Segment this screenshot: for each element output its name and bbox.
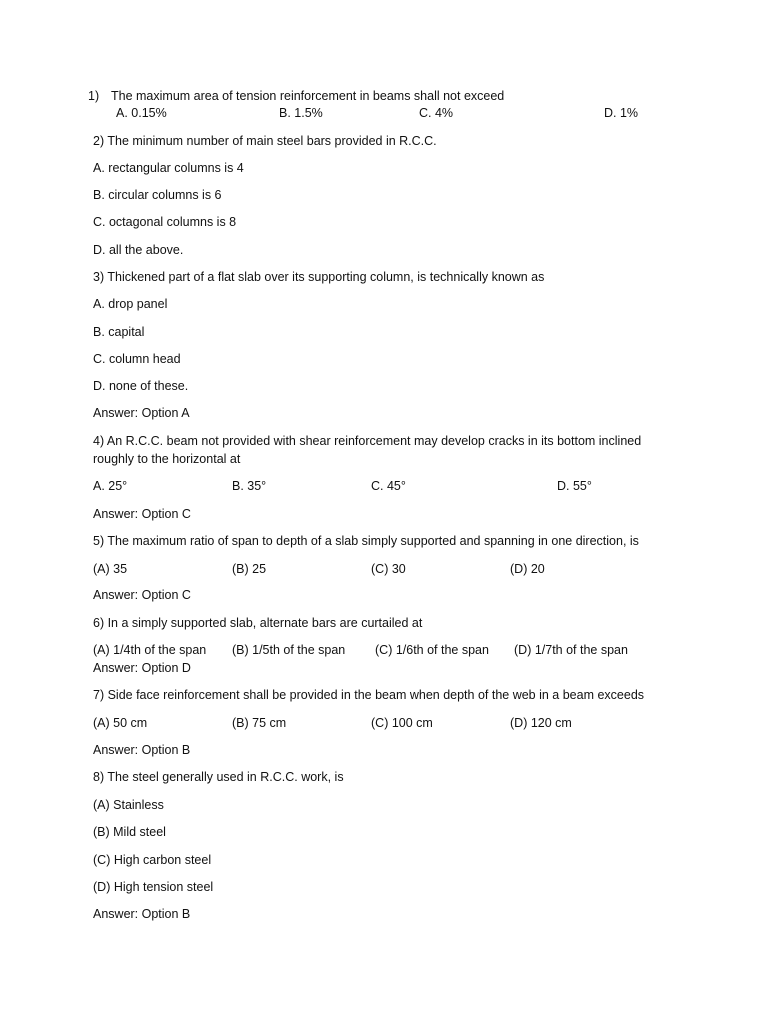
option-d: D. none of these. [93,379,189,393]
option-a: A. drop panel [93,297,168,311]
answer: Answer: Option C [93,507,191,521]
question-text-line-1: 4) An R.C.C. beam not provided with shear reinforcement may develop cracks in its bottom inclined [93,434,642,448]
answer: Answer: Option D [93,661,191,675]
option-b: B. circular columns is 6 [93,188,222,202]
question-text: 2) The minimum number of main steel bars provided in R.C.C. [93,134,437,148]
option-b: (B) 1/5th of the span [232,643,346,657]
option-b: (B) Mild steel [93,825,166,839]
question-text-line-2: roughly to the horizontal at [93,452,241,466]
question-number: 1) [88,89,100,103]
option-c: C. octagonal columns is 8 [93,215,237,229]
option-b: (B) 25 [232,562,267,576]
option-a: (A) Stainless [93,798,164,812]
option-a: (A) 35 [93,562,128,576]
option-a: (A) 50 cm [93,716,148,730]
option-a: A. rectangular columns is 4 [93,161,244,175]
option-a: A. 0.15% [116,106,167,120]
option-d: (D) 120 cm [510,716,572,730]
answer: Answer: Option C [93,588,191,602]
option-a: A. 25° [93,479,128,493]
question-text: 5) The maximum ratio of span to depth of a slab simply supported and spanning in one direction, is [93,534,639,548]
question-text: 8) The steel generally used in R.C.C. work, is [93,770,344,784]
answer: Answer: Option A [93,406,190,420]
answer: Answer: Option B [93,743,191,757]
question-text: 3) Thickened part of a flat slab over its supporting column, is technically known as [93,270,545,284]
option-c: C. 45° [371,479,406,493]
option-c: C. 4% [419,106,454,120]
option-b: B. 35° [232,479,267,493]
option-d: D. all the above. [93,243,184,257]
option-d: (D) 20 [510,562,545,576]
option-d: D. 55° [557,479,592,493]
option-b: (B) 75 cm [232,716,287,730]
option-d: D. 1% [604,106,639,120]
option-c: (C) 30 [371,562,406,576]
question-text: The maximum area of tension reinforcement in beams shall not exceed [111,89,505,103]
option-b: B. 1.5% [279,106,323,120]
option-d: (D) 1/7th of the span [514,643,628,657]
option-d: (D) High tension steel [93,880,214,894]
option-c: (C) High carbon steel [93,853,212,867]
option-c: (C) 1/6th of the span [375,643,489,657]
option-c: C. column head [93,352,181,366]
answer: Answer: Option B [93,907,191,921]
question-text: 7) Side face reinforcement shall be provided in the beam when depth of the web in a beam exceeds [93,688,645,702]
question-text: 6) In a simply supported slab, alternate bars are curtailed at [93,616,423,630]
option-c: (C) 100 cm [371,716,433,730]
option-b: B. capital [93,325,145,339]
option-a: (A) 1/4th of the span [93,643,207,657]
